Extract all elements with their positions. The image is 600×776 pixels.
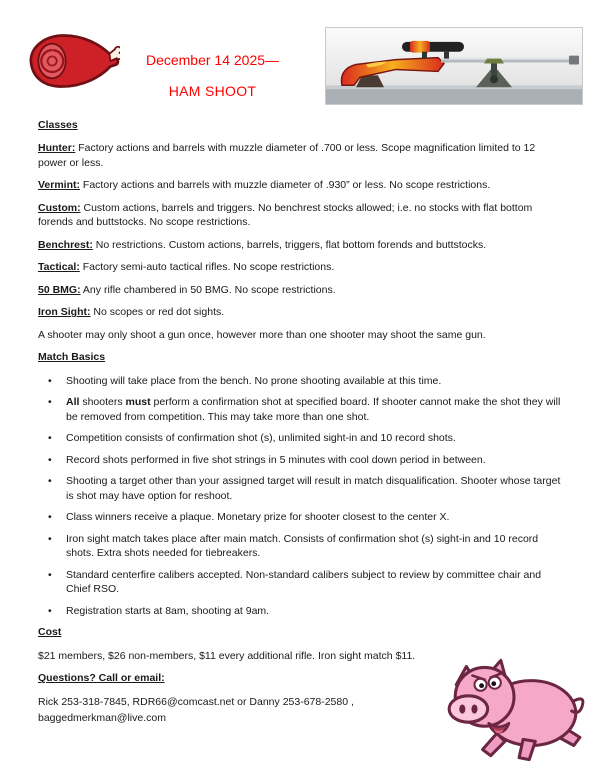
cartoon-pig-image — [438, 652, 590, 766]
bullet-text: Shooting a target other than your assigned target will result in match disqualification. Shooter whose target is shot may have option for reshoot. — [66, 475, 561, 502]
class-item-hunter — [38, 141, 566, 170]
class-desc: No scopes or red dot sights. — [90, 306, 225, 319]
class-desc: Any rifle chambered in 50 BMG. No scope restrictions. — [80, 283, 336, 296]
class-item-vermint — [38, 178, 566, 192]
class-desc: No restrictions. Custom actions, barrels, triggers, flat bottom forends and buttstocks. — [92, 238, 487, 251]
bullet-text-bold: All — [66, 396, 80, 409]
section-heading-classes: Classes — [38, 119, 78, 131]
ham-icon — [26, 30, 120, 92]
class-term: Custom: — [38, 201, 81, 214]
class-term: Hunter: — [38, 142, 76, 155]
bullet-text-bold: must — [125, 396, 151, 409]
class-desc: Factory actions and barrels with muzzle diameter of .930” or less. No scope restrictions. — [80, 179, 491, 192]
contact-line-2: baggedmerkman@live.com — [38, 712, 166, 725]
class-desc: Factory semi-auto tactical rifles. No scope restrictions. — [79, 261, 335, 274]
flyer-body — [0, 108, 600, 726]
class-item-50bmg — [38, 283, 566, 297]
pig-icon — [438, 652, 590, 766]
section-heading-cost: Cost — [38, 626, 62, 639]
event-title: HAM SHOOT — [168, 83, 257, 99]
bullet-text: Shooting will take place from the bench. No prone shooting available at this time. — [66, 374, 442, 387]
section-heading-contact: Questions? Call or email: — [38, 672, 165, 685]
bullet-text: Record shots performed in five shot strings in 5 minutes with cool down period in between. — [66, 453, 486, 466]
list-item — [38, 395, 566, 424]
class-item-benchrest — [38, 238, 566, 252]
ham-clipart-image — [26, 30, 120, 92]
list-item — [38, 510, 566, 524]
class-desc: Custom actions, barrels and triggers. No benchrest stocks allowed; i.e. no stocks with flat bottom forends and buttstocks. No scope restrictions. — [38, 201, 533, 229]
list-item — [38, 474, 566, 503]
bullet-text: Iron sight match takes place after main match. Consists of confirmation shot (s) sight-in and 10 record shots. Extra shots needed for tiebreakers. — [66, 532, 539, 560]
class-term: Iron Sight: — [38, 306, 91, 319]
section-heading-match-basics: Match Basics — [38, 351, 106, 364]
class-term: Benchrest: — [38, 238, 93, 251]
list-item — [38, 532, 566, 561]
contact-line-1: Rick 253-318-7845, RDR66@comcast.net or Danny 253-678-2580 , — [38, 695, 354, 708]
list-item — [38, 568, 566, 597]
class-term: Tactical: — [38, 261, 80, 274]
class-desc: Factory actions and barrels with muzzle diameter of .700 or less. Scope magnification limited to 12 power or less. — [38, 142, 536, 169]
bullet-text: shooters — [79, 396, 126, 409]
list-item — [38, 374, 566, 388]
bullet-text: Registration starts at 8am, shooting at 9am. — [66, 604, 270, 617]
list-item — [38, 604, 566, 618]
list-item — [38, 431, 566, 445]
event-date: December 14 2025— — [145, 52, 280, 68]
list-item — [38, 453, 566, 467]
bullet-text: Standard centerfire calibers accepted. Non-standard calibers subject to review by committee chair and Chief RSO. — [66, 568, 542, 596]
title-block — [115, 52, 310, 99]
cost-text: $21 members, $26 non-members, $11 every additional rifle. Iron sight match $11. — [38, 649, 416, 662]
bullet-text: Class winners receive a plaque. Monetary prize for shooter closest to the center X. — [66, 511, 450, 524]
class-term: Vermint: — [38, 179, 81, 192]
flyer-header — [0, 0, 600, 108]
classes-note: A shooter may only shoot a gun once, however more than one shooter may shoot the same gun. — [38, 328, 486, 341]
class-item-tactical — [38, 260, 566, 274]
match-basics-list — [38, 374, 566, 618]
benchrest-rifle-photo — [325, 27, 583, 105]
bullet-text: perform a confirmation shot at specified board. If shooter cannot make the shot they will be removed from competition. This may take more than one shot. — [66, 396, 561, 423]
class-item-custom — [38, 201, 566, 230]
bullet-text: Competition consists of confirmation shot (s), unlimited sight-in and 10 record shots. — [66, 432, 456, 445]
class-item-ironsight — [38, 305, 566, 319]
class-term: 50 BMG: — [38, 283, 81, 296]
rifle-photo-graphic — [326, 28, 582, 104]
